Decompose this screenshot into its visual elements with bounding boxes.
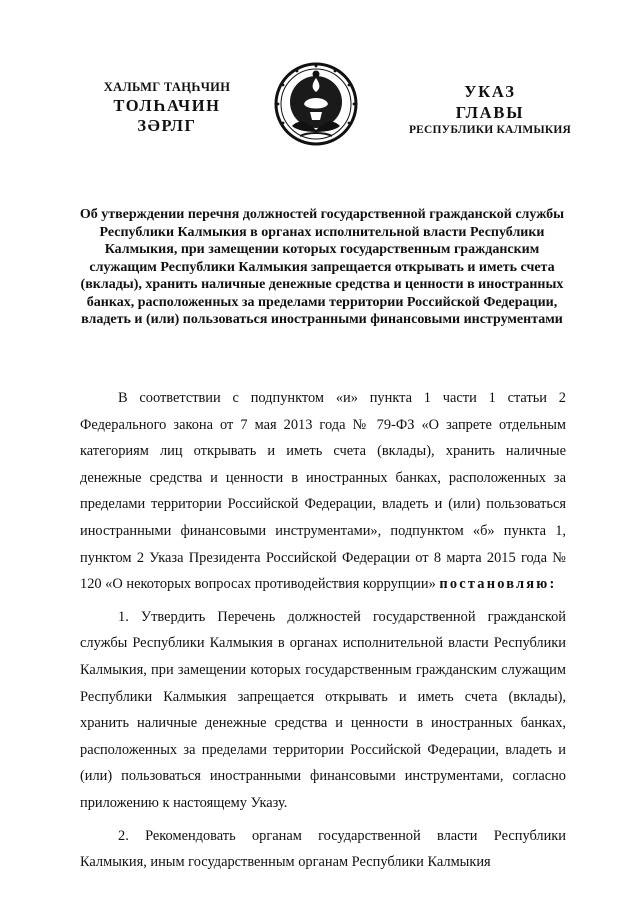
header-left-line3: ЗӘРЛГ	[137, 116, 197, 136]
header-right-line1: УКАЗ	[464, 82, 516, 101]
header-russian-title	[390, 82, 590, 138]
paragraph-preamble	[80, 385, 566, 598]
kalmykia-coat-of-arms-icon	[270, 56, 362, 152]
paragraph-item-1: 1. Утвердить Перечень должностей государственной гражданской службы Республики Калмыкия в органах исполнительной власти Республики Калмыкия, при замещении которых государственным гражданским служащим Республики Калмыкия запрещается открывать и иметь счета (вклады), хранить наличные денежные средства и ценности в иностранных банках, расположенных за пределами территории Российской Федерации, владеть и (или) пользоваться иностранными финансовыми инструментами, согласно приложению к настоящему Указу.	[80, 608, 566, 811]
header-left-line2: ТОЛҺАЧИН	[113, 95, 221, 115]
header-left-line1: ХАЛЬМГ ТАҢҺЧИН	[103, 80, 231, 94]
document-body	[80, 385, 566, 882]
header-kalmyk-title	[72, 80, 262, 137]
paragraph-item-2: 2. Рекомендовать органам государственной власти Республики Калмыкия, иным государственным органам Республики Калмыкия	[80, 827, 566, 871]
document-title: Об утверждении перечня должностей государственной гражданской службы Республики Калмыкия в органах исполнительной власти Республики Калмыкия, при замещении которых государственным гражданским служащим Республики Калмыкия запрещается открывать и иметь счета (вклады), хранить наличные денежные средства и ценности в иностранных банках, расположенных за пределами территории Российской Федерации, владеть и (или) пользоваться иностранными финансовыми инструментами	[79, 207, 565, 327]
header-right-line2: ГЛАВЫ	[455, 102, 525, 122]
header-right-line3: РЕСПУБЛИКИ КАЛМЫКИЯ	[408, 124, 572, 137]
preamble-text: В соответствии с подпунктом «и» пункта 1 части 1 статьи 2 Федерального закона от 7 мая 2013 года № 79-ФЗ «О запрете отдельным категориям лиц открывать и иметь счета (вклады), хранить наличные денежные средства и ценности в иностранных банках, расположенных за пределами территории Российской Федерации, владеть и (или) пользоваться иностранными финансовыми инструментами», подпунктом «б» пункта 1, пунктом 2 Указа Президента Российской Федерации от 8 марта 2015 года № 120 «О некоторых вопросах противодействия коррупции»	[80, 390, 566, 593]
decree-keyword: постановляю:	[439, 576, 557, 593]
